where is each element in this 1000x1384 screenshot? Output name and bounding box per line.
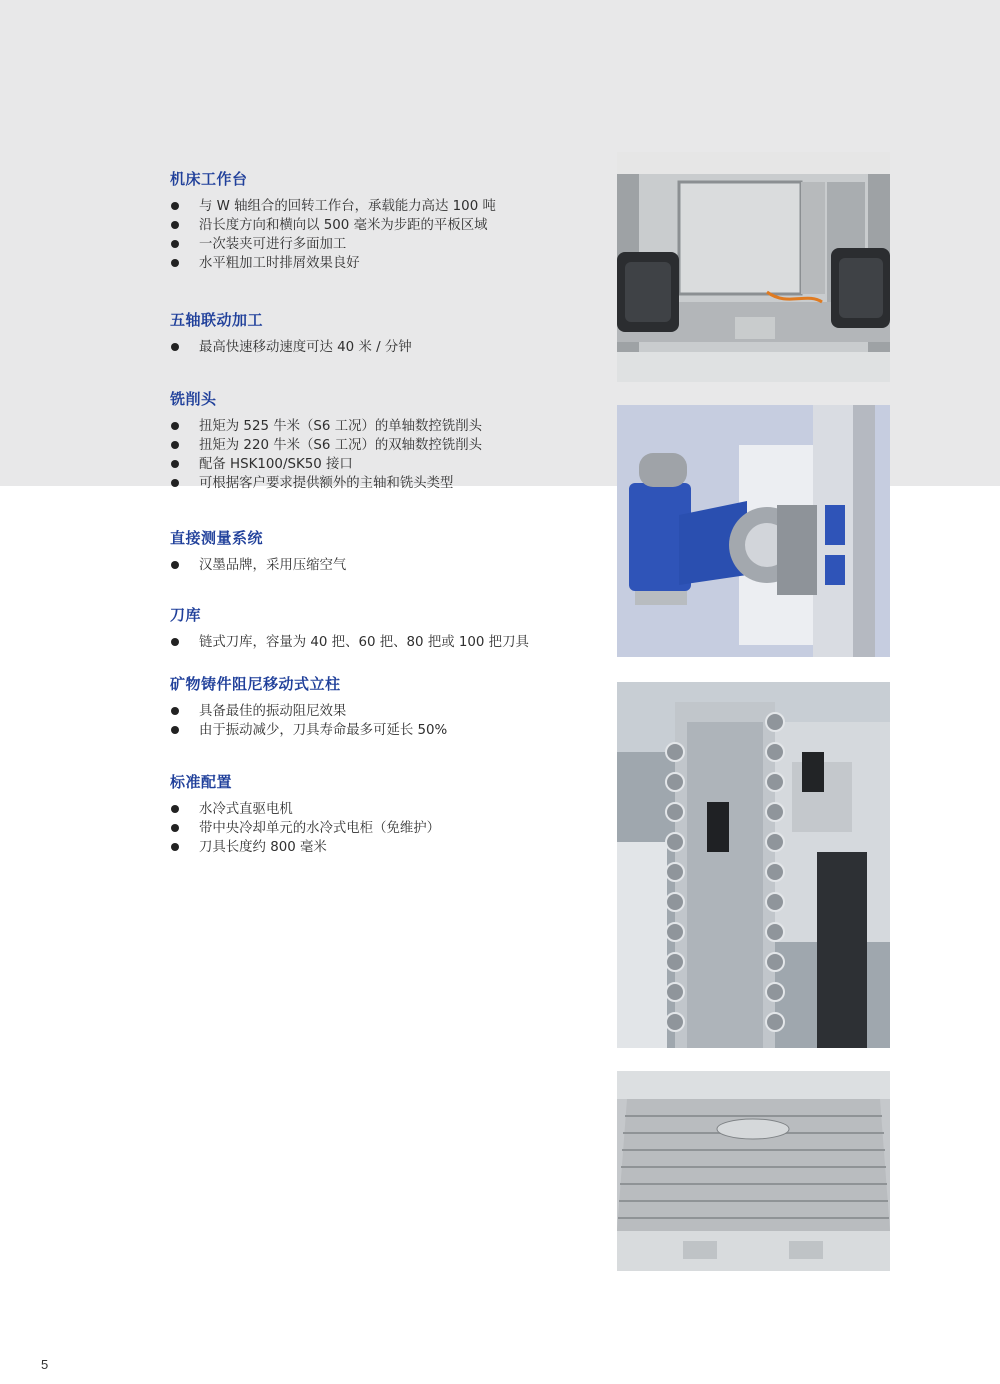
section-title: 标准配置 — [170, 773, 233, 791]
bullet-list — [170, 633, 590, 652]
list-item: 水平粗加工时排屑效果良好 — [170, 254, 590, 273]
list-item: 链式刀库，容量为 40 把、60 把、80 把或 100 把刀具 — [170, 633, 590, 652]
bullet-list — [170, 556, 590, 575]
list-item: 扭矩为 525 牛米（S6 工况）的单轴数控铣削头 — [170, 417, 590, 436]
section-measuring-system — [170, 527, 590, 575]
bullet-list — [170, 417, 590, 493]
list-item: 水冷式直驱电机 — [170, 800, 590, 819]
list-item: 与 W 轴组合的回转工作台，承载能力高达 100 吨 — [170, 197, 590, 216]
section-title: 矿物铸件阻尼移动式立柱 — [170, 675, 341, 693]
photo-table-surface — [617, 1071, 890, 1271]
list-item: 汉墨品牌，采用压缩空气 — [170, 556, 590, 575]
section-title: 刀库 — [170, 606, 202, 624]
list-item: 由于振动减少，刀具寿命最多可延长 50% — [170, 721, 590, 740]
list-item: 最高快速移动速度可达 40 米 / 分钟 — [170, 338, 590, 357]
section-title: 机床工作台 — [170, 170, 248, 188]
list-item: 配备 HSK100/SK50 接口 — [170, 455, 590, 474]
list-item: 可根据客户要求提供额外的主轴和铣头类型 — [170, 474, 590, 493]
section-five-axis — [170, 309, 590, 357]
section-title: 五轴联动加工 — [170, 311, 264, 329]
photo-milling-head — [617, 405, 890, 657]
list-item: 带中央冷却单元的水冷式电柜（免维护） — [170, 819, 590, 838]
photo-machine-table — [617, 152, 890, 382]
section-mineral-casting-column — [170, 673, 590, 740]
section-machine-table — [170, 168, 590, 273]
list-item: 刀具长度约 800 毫米 — [170, 838, 590, 857]
list-item: 一次装夹可进行多面加工 — [170, 235, 590, 254]
list-item: 具备最佳的振动阻尼效果 — [170, 702, 590, 721]
photo-tool-magazine — [617, 682, 890, 1048]
bullet-list — [170, 702, 590, 740]
list-item: 扭矩为 220 牛米（S6 工况）的双轴数控铣削头 — [170, 436, 590, 455]
page-number: 5 — [41, 1357, 49, 1372]
bullet-list — [170, 197, 590, 273]
section-standard-config — [170, 771, 590, 857]
bullet-list — [170, 800, 590, 857]
bullet-list — [170, 338, 590, 357]
list-item: 沿长度方向和横向以 500 毫米为步距的平板区域 — [170, 216, 590, 235]
section-title: 铣削头 — [170, 390, 217, 408]
section-tool-magazine — [170, 604, 590, 652]
section-title: 直接测量系统 — [170, 529, 264, 547]
section-milling-head — [170, 388, 590, 493]
